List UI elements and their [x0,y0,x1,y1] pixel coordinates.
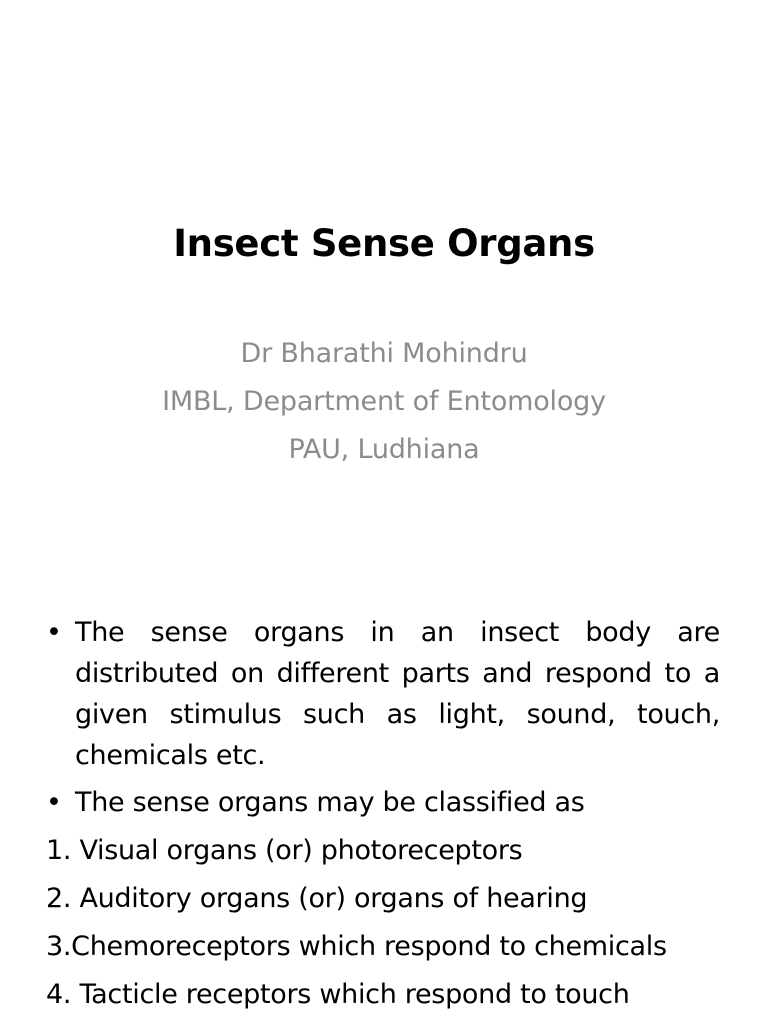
author-name: Dr Bharathi Mohindru [240,338,528,369]
bullet-dot-icon: • [46,787,62,818]
content-body [46,612,720,1015]
bullet-item [46,782,720,823]
bullet-text: The sense organs may be classified as [75,787,585,818]
numbered-item: 2. Auditory organs (or) organs of hearing [46,883,588,914]
bullet-dot-icon: • [46,617,62,648]
numbered-item: 3.Chemoreceptors which respond to chemicals [46,931,667,962]
bullet-text: The sense organs in an insect body are distributed on different parts and respond to a given stimulus such as light, sound, touch, chemicals etc. [75,617,720,771]
slide-title: Insect Sense Organs [173,222,595,265]
author-department: IMBL, Department of Entomology [162,386,606,417]
author-institution: PAU, Ludhiana [288,434,480,465]
numbered-item: 1. Visual organs (or) photoreceptors [46,835,523,866]
bullet-item [46,612,720,776]
numbered-item: 4. Tacticle receptors which respond to touch [46,979,630,1010]
subtitle-block [0,330,768,474]
